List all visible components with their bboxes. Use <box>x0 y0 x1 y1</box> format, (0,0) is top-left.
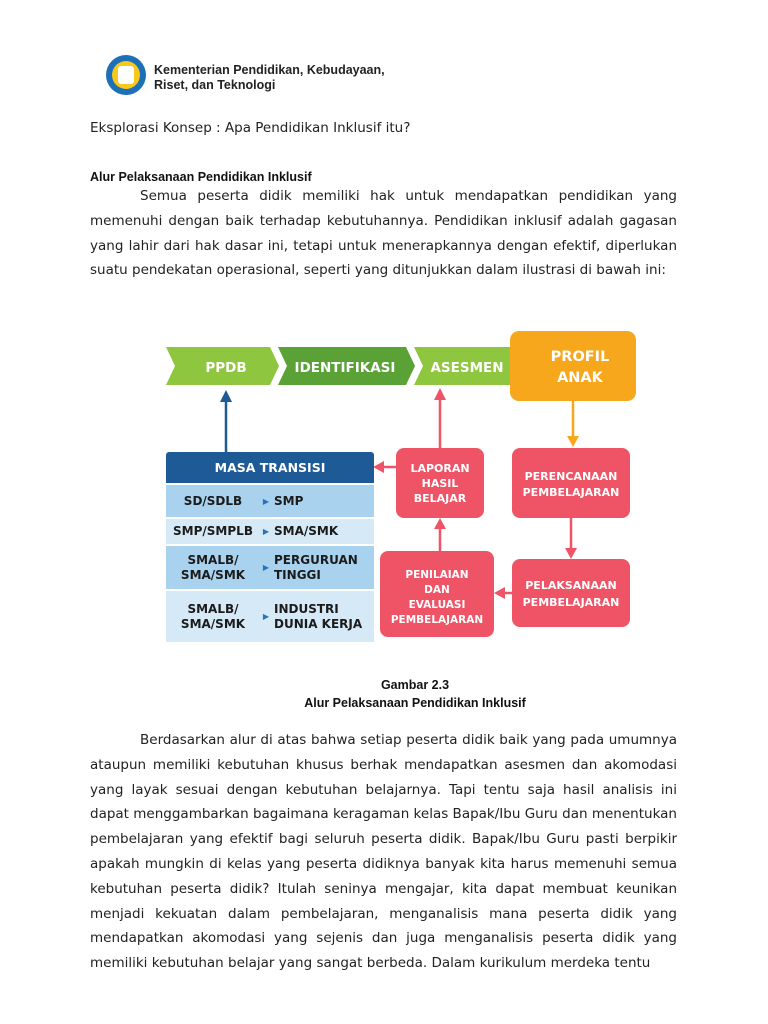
pelaksanaan-label-2: PEMBELAJARAN <box>522 596 620 609</box>
transition-from-line: SD/SDLB <box>183 493 243 508</box>
penilaian-label-1: PENILAIAN <box>405 569 469 581</box>
laporan-label-3: BELAJAR <box>413 492 467 505</box>
laporan-label-1: LAPORAN <box>410 462 470 475</box>
figure-label: Gambar 2.3 <box>380 678 450 692</box>
transition-row <box>166 483 374 517</box>
perencanaan-box <box>512 448 630 518</box>
penilaian-label-2: DAN <box>424 584 450 596</box>
perencanaan-label-2: PEMBELAJARAN <box>522 486 620 499</box>
ministry-logo <box>106 55 146 95</box>
transition-to-line: TINGGI <box>274 567 321 582</box>
pelaksanaan-box <box>512 559 630 627</box>
triangle-right-icon: ▶ <box>262 496 270 506</box>
transition-row <box>166 544 374 589</box>
page-subtitle: Eksplorasi Konsep : Apa Pendidikan Inklusif itu? <box>90 120 411 136</box>
profil-label-2: ANAK <box>557 370 603 386</box>
perencanaan-label-1: PERENCANAAN <box>524 470 618 483</box>
transition-to-line: SMP <box>274 493 304 508</box>
transition-to-line: INDUSTRI <box>274 601 339 616</box>
profil-anak-box <box>510 331 636 401</box>
transition-to-line: PERGURUAN <box>274 552 358 567</box>
laporan-label-2: HASIL <box>421 477 459 490</box>
arrow-perencanaan-to-pelaksanaan <box>565 518 577 559</box>
transition-to-line: DUNIA KERJA <box>274 616 363 631</box>
transition-to <box>272 494 374 509</box>
transition-from-line: SMA/SMK <box>180 567 246 582</box>
logo-emblem <box>112 61 140 89</box>
transition-from-line: SMALB/ <box>187 552 239 567</box>
arrow-penilaian-to-laporan <box>434 518 446 551</box>
masa-transisi-title: MASA TRANSISI <box>166 452 374 483</box>
transition-row <box>166 589 374 642</box>
arrow-masa-to-ppdb <box>220 390 232 452</box>
pelaksanaan-label-1: PELAKSANAAN <box>525 579 617 592</box>
arrow-laporan-to-asesmen <box>434 388 446 448</box>
intro-paragraph: Semua peserta didik memiliki hak untuk mendapatkan pendidikan yang memenuhi dengan baik terhadap kebutuhannya. Pendidikan inklusif adalah gagasan yang lahir dari hak dasar ini, tetapi untuk menerapkannya dengan efektif, diperlukan suatu pendekatan operasional, seperti yang ditunjukkan dalam ilustrasi di bawah ini: <box>90 188 677 279</box>
transition-to <box>272 524 374 539</box>
chevron-ppdb-label: PPDB <box>205 360 247 376</box>
triangle-right-icon: ▶ <box>262 612 270 621</box>
figure-caption: Alur Pelaksanaan Pendidikan Inklusif <box>304 696 526 710</box>
penilaian-label-3: EVALUASI <box>408 599 466 611</box>
ministry-line-2: Riset, dan Teknologi <box>154 78 276 92</box>
transition-row <box>166 517 374 544</box>
transition-from <box>166 602 260 632</box>
logo-core <box>118 66 134 84</box>
transition-from-line: SMALB/ <box>187 601 239 616</box>
arrow-profil-to-perencanaan <box>567 401 579 447</box>
transition-from-line: SMA/SMK <box>180 616 246 631</box>
arrow-laporan-to-masa <box>373 461 396 473</box>
transition-from <box>166 524 260 539</box>
chevron-identifikasi-label: IDENTIFIKASI <box>294 360 396 376</box>
triangle-right-icon: ▶ <box>262 563 270 572</box>
transition-from-line: SMP/SMPLB <box>173 524 253 538</box>
transition-to <box>272 553 374 583</box>
ministry-name <box>154 63 385 93</box>
transition-to-line: SMA/SMK <box>274 524 339 538</box>
transition-to <box>272 602 374 632</box>
masa-transisi-table <box>166 452 374 642</box>
transition-from <box>166 494 260 509</box>
ministry-line-1: Kementerian Pendidikan, Kebudayaan, <box>154 63 385 77</box>
profil-label-1: PROFIL <box>550 349 610 365</box>
section-title: Alur Pelaksanaan Pendidikan Inklusif <box>90 170 312 184</box>
arrow-pelaksanaan-to-penilaian <box>494 587 512 599</box>
triangle-right-icon: ▶ <box>262 527 270 536</box>
penilaian-label-4: PEMBELAJARAN <box>390 614 484 626</box>
transition-from <box>166 553 260 583</box>
body-paragraph: Berdasarkan alur di atas bahwa setiap peserta didik baik yang pada umumnya ataupun memiliki kebutuhan khusus berhak mendapatkan asesmen dan akomodasi yang layak sesuai dengan kebutuhan belajarnya. Tapi tentu saja hasil analisis ini dapat menggambarkan bagaimana keragaman kelas Bapak/Ibu Guru dan menentukan pembelajaran yang efektif bagi seluruh peserta didik. Bapak/Ibu Guru pasti berpikir apakah mungkin di kelas yang peserta didiknya banyak kita harus memenuhi semua kebutuhan peserta didik? Itulah seninya mengajar, kita dapat membuat keunikan menjadi kekuatan dalam pembelajaran, menganalisis mana peserta didik yang mendapatkan akomodasi yang sejenis dan juga menganalisis peserta didik yang memiliki kebutuhan belajar yang sangat berbeda. Dalam kurikulum merdeka tentu <box>90 732 677 972</box>
chevron-asesmen-label: ASESMEN <box>430 360 504 376</box>
